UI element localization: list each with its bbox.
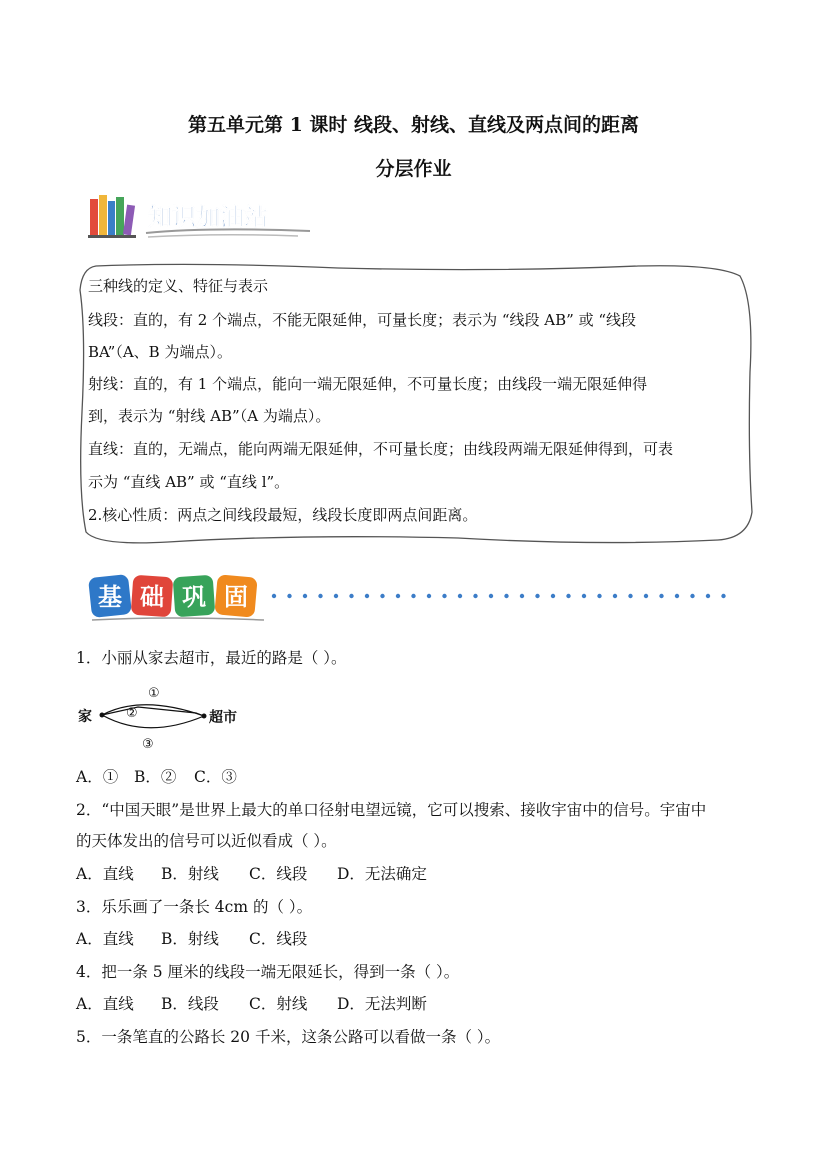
- q3-option-b: B．射线: [161, 930, 219, 948]
- q3-option-a: A．直线: [76, 930, 134, 948]
- question-2-line-2: 的天体发出的信号可以近似看成（ ）。: [76, 832, 337, 850]
- knowledge-line: 线段：直的，有 2 个端点，不能无限延伸，可量长度；表示为 “线段 AB” 或 “线段: [88, 311, 637, 329]
- rule-dot: [380, 594, 384, 598]
- rule-dot: [628, 594, 632, 598]
- page-subtitle: 分层作业: [375, 158, 452, 180]
- route-figure: [72, 682, 247, 758]
- books-icon: [88, 195, 136, 238]
- rule-dot: [706, 594, 710, 598]
- path-3: [102, 715, 204, 728]
- path-1: [102, 705, 204, 716]
- question-5: 5．一条笔直的公路长 20 千米，这条公路可以看做一条（ ）。: [76, 1028, 501, 1046]
- rule-dot: [411, 594, 415, 598]
- rule-dot: [675, 594, 679, 598]
- rule-dot: [597, 594, 601, 598]
- rule-dot: [334, 594, 338, 598]
- dotted-rule: [272, 594, 726, 598]
- rule-dot: [349, 594, 353, 598]
- rule-dot: [566, 594, 570, 598]
- q4-option-c: C．射线: [249, 995, 308, 1013]
- path-3-label: ③: [142, 737, 154, 752]
- knowledge-line: 射线：直的，有 1 个端点，能向一端无限延伸，不可量长度；由线段一端无限延伸得: [88, 375, 648, 393]
- basics-tile-text: 础: [140, 583, 164, 611]
- q4-option-b: B．线段: [161, 995, 219, 1013]
- rule-dot: [613, 594, 617, 598]
- knowledge-banner: [88, 193, 313, 241]
- page-title: 第五单元第 1 课时 线段、射线、直线及两点间的距离: [187, 114, 640, 136]
- rule-dot: [396, 594, 400, 598]
- knowledge-line: 示为 “直线 AB” 或 “直线 l”。: [88, 473, 290, 491]
- rule-dot: [535, 594, 539, 598]
- q2-option-b: B．射线: [161, 865, 219, 883]
- q2-option-a: A．直线: [76, 865, 134, 883]
- knowledge-line: 2.核心性质：两点之间线段最短，线段长度即两点间距离。: [88, 506, 478, 524]
- basics-tile-text: 固: [224, 583, 248, 611]
- basics-tiles: [88, 574, 258, 618]
- rule-dot: [287, 594, 291, 598]
- question-4: 4．把一条 5 厘米的线段一端无限延长，得到一条（ ）。: [76, 963, 460, 981]
- rule-dot: [644, 594, 648, 598]
- rule-dot: [520, 594, 524, 598]
- market-label: 超市: [209, 710, 237, 726]
- knowledge-line: 三种线的定义、特征与表示: [88, 277, 269, 295]
- rule-dot: [690, 594, 694, 598]
- q4-option-a: A．直线: [76, 995, 134, 1013]
- question-2-line-1: 2．“中国天眼”是世界上最大的单口径射电望远镜，它可以搜索、接收宇宙中的信号。宇宙中: [76, 801, 707, 819]
- rule-dot: [303, 594, 307, 598]
- knowledge-line: BA”（A、B 为端点）。: [88, 343, 232, 361]
- rule-dot: [551, 594, 555, 598]
- q2-option-d: D．无法确定: [337, 865, 427, 883]
- question-1: 1．小丽从家去超市，最近的路是（ ）。: [76, 649, 347, 667]
- rule-dot: [442, 594, 446, 598]
- rule-dot: [365, 594, 369, 598]
- rule-dot: [427, 594, 431, 598]
- path-1-label: ①: [148, 686, 160, 701]
- q3-option-c: C．线段: [249, 930, 308, 948]
- q1-option-b: B．②: [134, 768, 177, 786]
- basics-tile-text: 基: [98, 583, 122, 611]
- knowledge-line: 到，表示为 “射线 AB”（A 为端点）。: [88, 407, 331, 425]
- rule-dot: [318, 594, 322, 598]
- basics-tile-text: 巩: [182, 583, 206, 611]
- question-3: 3．乐乐画了一条长 4cm 的（ ）。: [76, 898, 313, 916]
- rule-dot: [504, 594, 508, 598]
- knowledge-line: 直线：直的，无端点，能向两端无限延伸，不可量长度；由线段两端无限延伸得到，可表: [88, 440, 674, 458]
- home-label: 家: [78, 709, 92, 725]
- basics-banner: [88, 570, 748, 624]
- path-2-label: ②: [126, 706, 138, 721]
- rule-dot: [489, 594, 493, 598]
- q1-option-a: A．①: [76, 768, 119, 786]
- q2-option-c: C．线段: [249, 865, 308, 883]
- q1-option-c: C．③: [194, 768, 237, 786]
- rule-dot: [721, 594, 725, 598]
- knowledge-banner-text: 知识加油站: [148, 203, 268, 231]
- q4-option-d: D．无法判断: [337, 995, 427, 1013]
- rule-dot: [659, 594, 663, 598]
- rule-dot: [473, 594, 477, 598]
- rule-dot: [458, 594, 462, 598]
- rule-dot: [582, 594, 586, 598]
- rule-dot: [272, 594, 276, 598]
- knowledge-box: [78, 262, 754, 545]
